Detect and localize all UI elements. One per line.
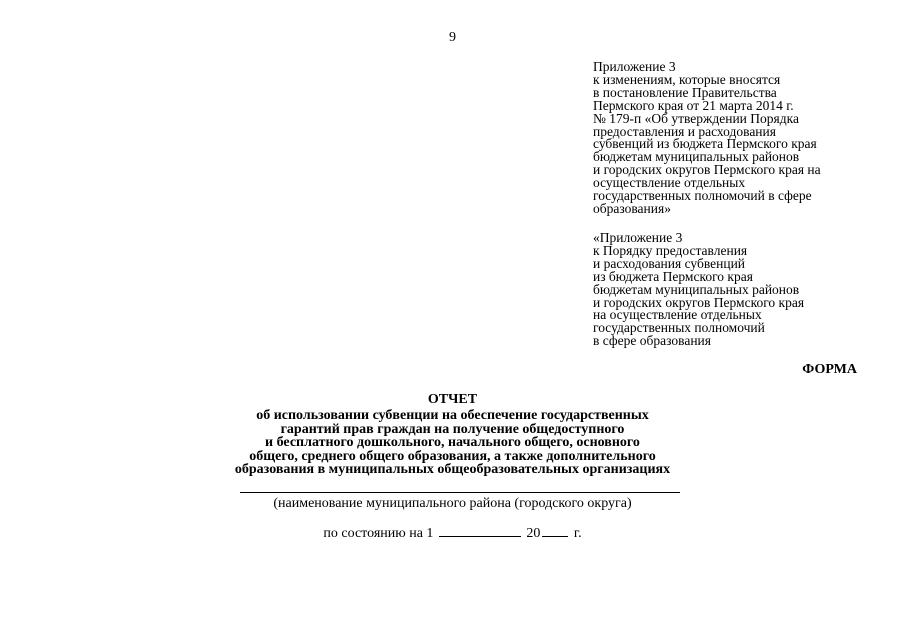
appendix-order-block <box>593 232 893 348</box>
appendix-line: государственных полномочий в сфере <box>593 188 812 204</box>
appendix-line: из бюджета Пермского края <box>593 268 753 284</box>
status-date-line <box>0 526 905 542</box>
appendix-line: на осуществление отдельных <box>593 307 762 323</box>
appendix-line: и городских округов Пермского края на <box>593 162 821 178</box>
appendix-line: в постановление Правительства <box>593 84 777 100</box>
appendix-line: «Приложение 3 <box>593 230 683 245</box>
report-subtitle-line: общего, среднего общего образования, а также дополнительного <box>249 448 656 464</box>
appendix-amendment-block <box>593 61 893 216</box>
appendix-line: в сфере образования <box>593 333 711 349</box>
appendix-line: Пермского края от 21 марта 2014 г. <box>593 97 794 113</box>
page-number: 9 <box>449 30 456 45</box>
report-subtitle-line: об использовании субвенции на обеспечение государственных <box>256 408 649 423</box>
appendix-line: Приложение 3 <box>593 59 676 74</box>
appendix-line: и расходования субвенций <box>593 255 746 271</box>
appendix-line: субвенций из бюджета Пермского края <box>593 136 817 152</box>
appendix-line: государственных полномочий <box>593 320 765 336</box>
report-subtitle-line: гарантий прав граждан на получение общедоступного <box>280 421 625 437</box>
appendix-line: предоставления и расходования <box>593 123 776 139</box>
appendix-line: осуществление отдельных <box>593 175 746 191</box>
municipality-caption: (наименование муниципального района (городского округа) <box>273 496 632 511</box>
appendix-line: к Порядку предоставления <box>593 242 748 258</box>
report-subtitle-line: и бесплатного дошкольного, начального общего, основного <box>265 435 640 450</box>
appendix-line: № 179-п «Об утверждении Порядка <box>593 110 799 126</box>
month-blank-field[interactable] <box>439 535 521 537</box>
appendix-line: образования» <box>593 200 671 216</box>
report-title: ОТЧЕТ <box>427 392 478 407</box>
status-year-prefix: 20 <box>526 526 541 541</box>
year-blank-field[interactable] <box>542 535 568 537</box>
form-label: ФОРМА <box>802 362 857 377</box>
appendix-line: бюджетам муниципальных районов <box>593 281 800 297</box>
appendix-line: к изменениям, которые вносятся <box>593 71 781 87</box>
report-subtitle <box>0 409 905 477</box>
report-subtitle-line: образования в муниципальных общеобразовательных организациях <box>234 462 671 477</box>
appendix-line: и городских округов Пермского края <box>593 294 805 310</box>
status-prefix: по состоянию на 1 <box>323 526 434 541</box>
municipality-name-field[interactable] <box>240 492 680 493</box>
appendix-line: бюджетам муниципальных районов <box>593 149 800 165</box>
status-suffix: г. <box>573 526 582 541</box>
